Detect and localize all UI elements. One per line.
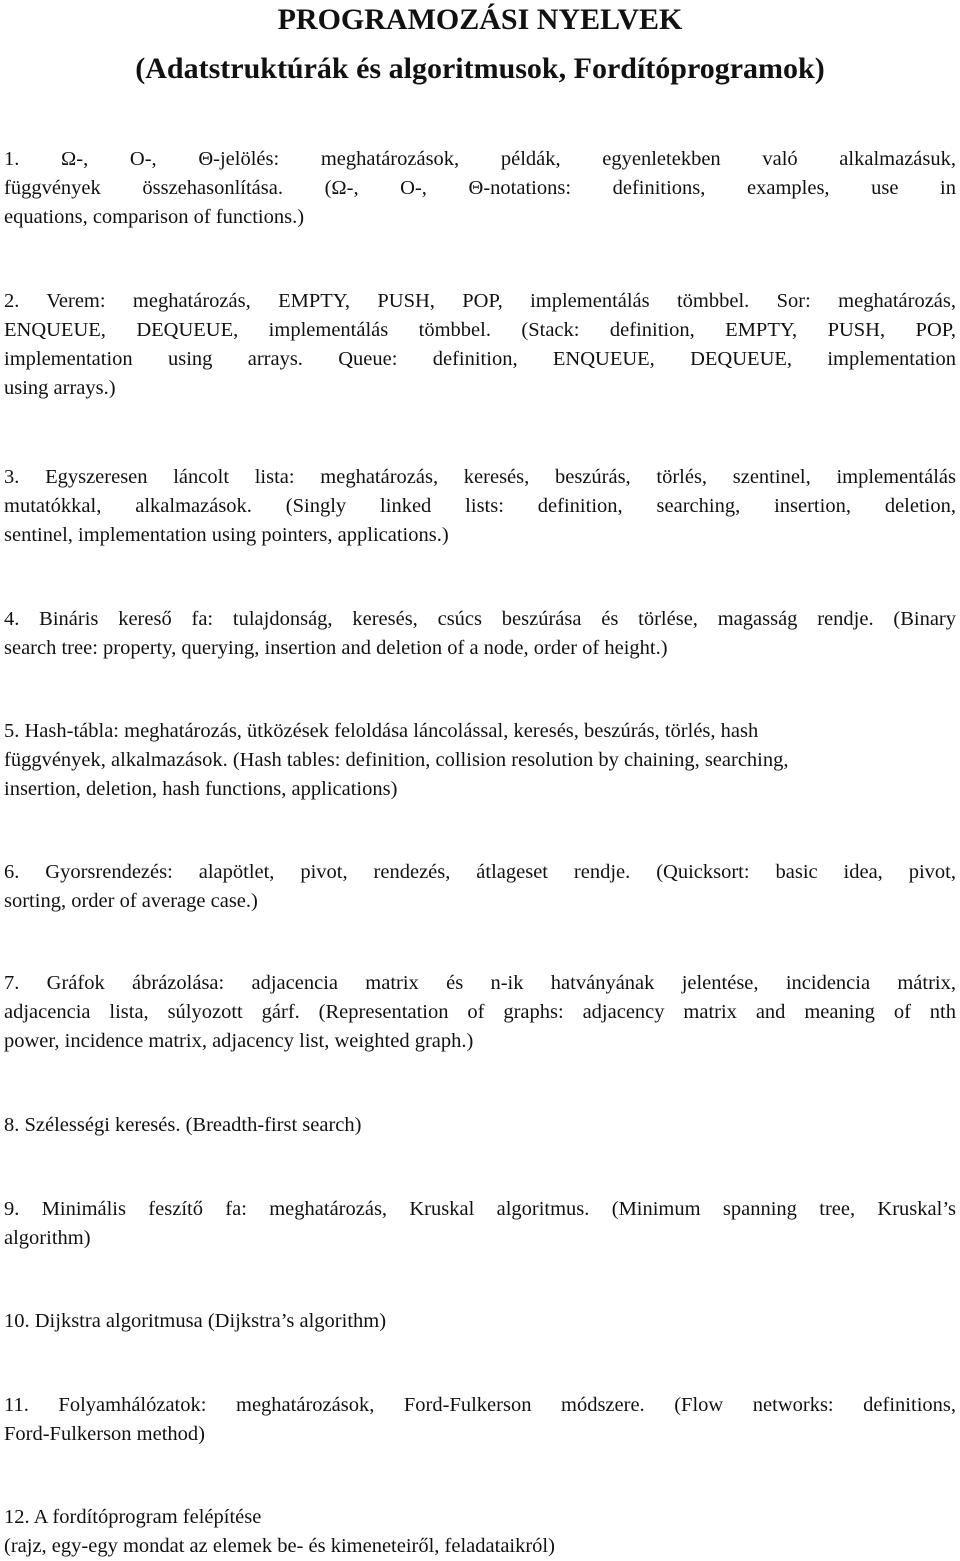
topic-line: 3. Egyszeresen láncolt lista: meghatározás, keresés, beszúrás, törlés, szentinel, implementálás [4,466,956,488]
topic-line: equations, comparison of functions.) [4,206,305,228]
topic-line: 9. Minimális feszítő fa: meghatározás, Kruskal algoritmus. (Minimum spanning tree, Kruskal’s [4,1198,956,1220]
topic-line: 7. Gráfok ábrázolása: adjacencia matrix és n-ik hatványának jelentése, incidencia mátrix, [4,972,956,994]
topic-line: implementation using arrays. Queue: definition, ENQUEUE, DEQUEUE, implementation [4,348,956,370]
topic-line: 4. Bináris kereső fa: tulajdonság, keresés, csúcs beszúrása és törlése, magasság rendje. (Binary [4,608,956,630]
topic-line: adjacencia lista, súlyozott gárf. (Representation of graphs: adjacency matrix and meaning of nth [4,1001,956,1023]
topic-7 [4,969,956,1056]
topic-line: függvények, alkalmazások. (Hash tables: definition, collision resolution by chaining, searching, [4,749,789,771]
topic-line: 10. Dijkstra algoritmusa (Dijkstra’s algorithm) [4,1310,387,1332]
topic-2 [4,287,956,403]
topic-8 [4,1111,956,1140]
topic-line: 8. Szélességi keresés. (Breadth-first search) [4,1114,362,1136]
topic-line: mutatókkal, alkalmazások. (Singly linked lists: definition, searching, insertion, deletion, [4,495,956,517]
topic-line: 11. Folyamhálózatok: meghatározások, Ford-Fulkerson módszere. (Flow networks: definitions, [4,1394,956,1416]
topic-6 [4,858,956,916]
topic-line: (rajz, egy-egy mondat az elemek be- és kimeneteiről, feladataikról) [4,1535,555,1557]
topic-12 [4,1503,956,1561]
topic-line: 1. Ω-, O-, Θ-jelölés: meghatározások, példák, egyenletekben való alkalmazásuk, [4,148,956,170]
topic-line: ENQUEUE, DEQUEUE, implementálás tömbbel. (Stack: definition, EMPTY, PUSH, POP, [4,319,956,341]
topic-line: sorting, order of average case.) [4,890,258,912]
topic-line: 12. A fordítóprogram felépítése [4,1506,262,1528]
topic-9 [4,1195,956,1253]
topic-4 [4,605,956,663]
topic-line: algorithm) [4,1227,91,1249]
topic-line: power, incidence matrix, adjacency list, weighted graph.) [4,1030,474,1052]
topic-11 [4,1391,956,1449]
topic-3 [4,463,956,550]
topic-5 [4,717,956,804]
topic-line: függvények összehasonlítása. (Ω-, O-, Θ-notations: definitions, examples, use in [4,177,956,199]
topic-line: Ford-Fulkerson method) [4,1423,205,1445]
topic-line: 2. Verem: meghatározás, EMPTY, PUSH, POP, implementálás tömbbel. Sor: meghatározás, [4,290,956,312]
topic-line: using arrays.) [4,377,116,399]
topic-line: 5. Hash-tábla: meghatározás, ütközések feloldása láncolással, keresés, beszúrás, törlés, hash [4,720,759,742]
document-subtitle: (Adatstruktúrák és algoritmusok, Fordítóprogramok) [135,52,825,85]
document-title: PROGRAMOZÁSI NYELVEK [277,3,683,36]
topic-10 [4,1307,956,1336]
topic-1 [4,145,956,232]
topic-line: sentinel, implementation using pointers, applications.) [4,524,449,546]
topic-line: insertion, deletion, hash functions, applications) [4,778,398,800]
topic-line: search tree: property, querying, insertion and deletion of a node, order of height.) [4,637,668,659]
topic-line: 6. Gyorsrendezés: alapötlet, pivot, rendezés, átlageset rendje. (Quicksort: basic idea, pivot, [4,861,956,883]
